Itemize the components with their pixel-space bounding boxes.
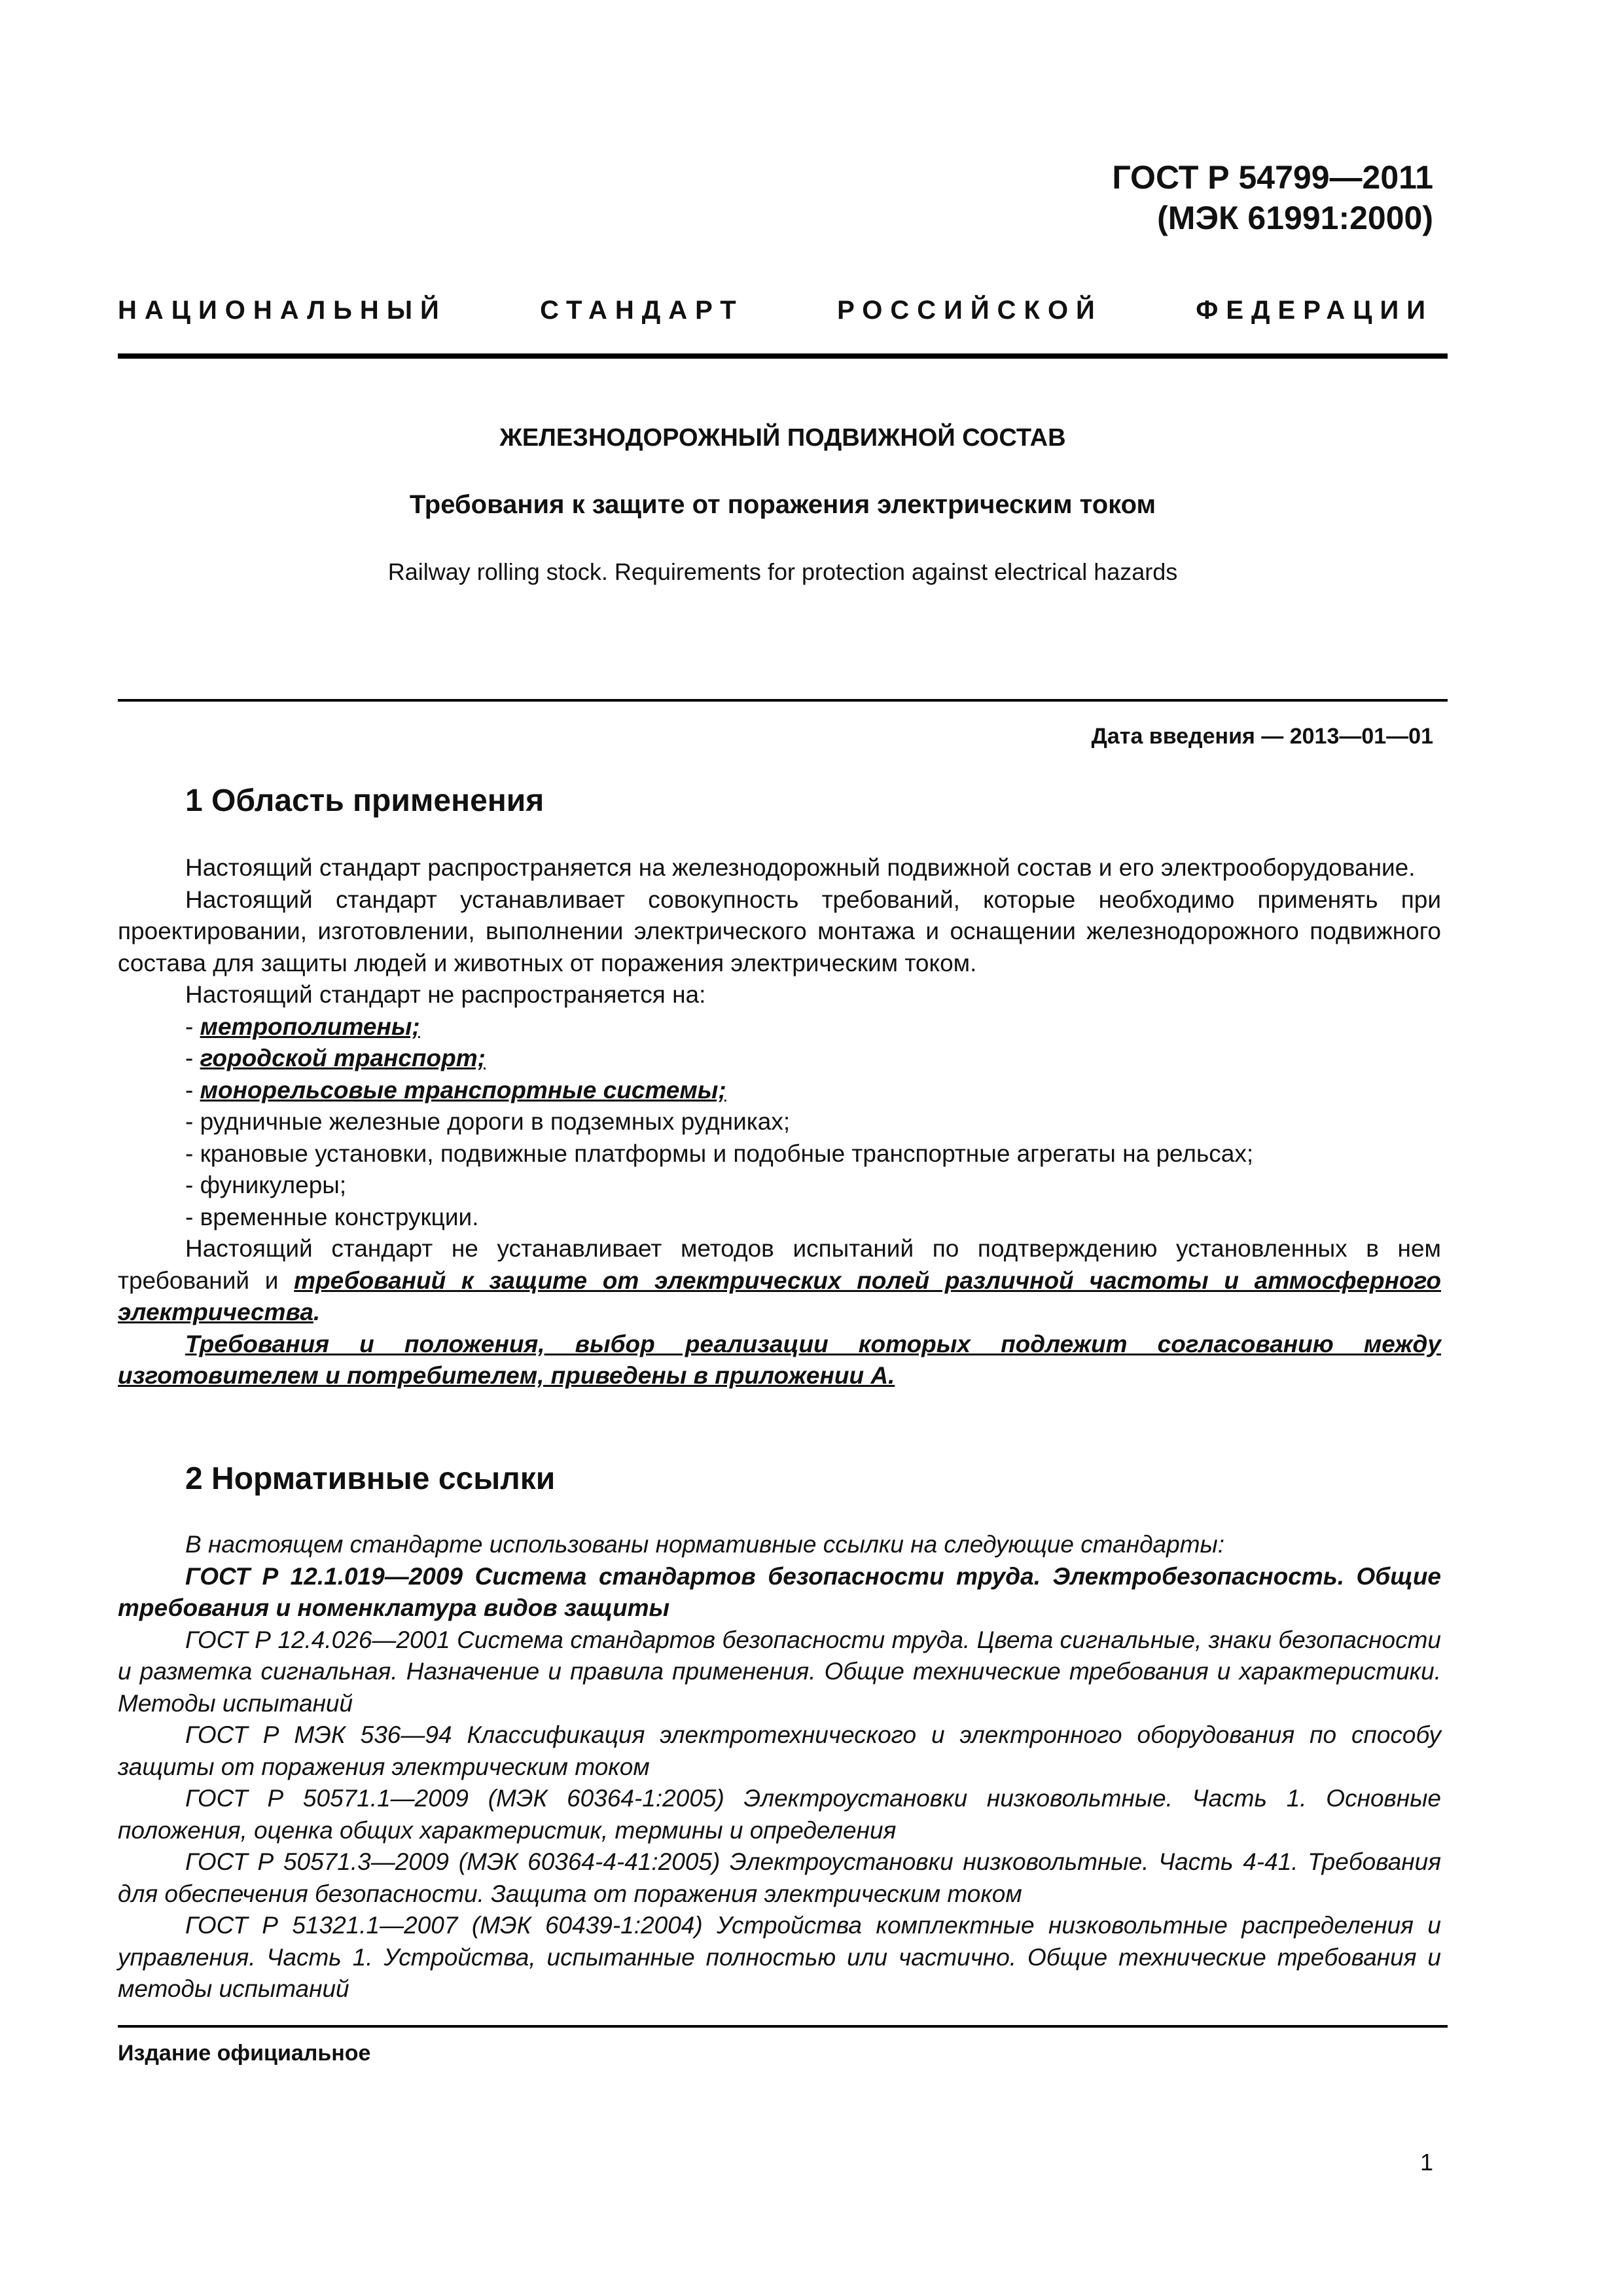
section-1-heading: 1 Область применения [185,783,544,818]
list-item: - временные конструкции. [185,1203,479,1230]
paragraph: Требования и положения, выбор реализации которых подлежит согласованию между изготовителем и потребителем, приведены в приложении А. [118,1330,1441,1389]
paragraph: Настоящий стандарт распространяется на железнодорожный подвижной состав и его электрооборудование. [185,854,1416,881]
national-standard-banner: НАЦИОНАЛЬНЫЙ СТАНДАРТ РОССИЙСКОЙ ФЕДЕРАЦИИ [118,296,1433,325]
section-2-body [118,1529,1441,2005]
standard-code: ГОСТ Р 54799—2011 [1112,159,1433,196]
page-number: 1 [1419,2149,1433,2176]
list-item: - метрополитены; [185,1013,420,1040]
reference-item: ГОСТ Р МЭК 536—94 Классификация электротехнического и электронного оборудования по способу защиты от поражения электрическим током [118,1721,1441,1780]
section-2-heading: 2 Нормативные ссылки [185,1462,556,1496]
list-item: - фуникулеры; [185,1172,347,1198]
section-1-body [118,852,1441,1392]
reference-item: ГОСТ Р 51321.1—2007 (МЭК 60439-1:2004) Устройства комплектные низковольтные распределения и управления. Часть 1. Устройства, испытанные полностью или частично. Общие технические требования и методы испытаний [118,1912,1441,2002]
reference-item: ГОСТ Р 50571.3—2009 (МЭК 60364-4-41:2005) Электроустановки низковольтные. Часть 4-41. Требования для обеспечения безопасности. Защита от поражения электрическим током [118,1848,1441,1907]
reference-item: ГОСТ Р 12.1.019—2009 Система стандартов безопасности труда. Электробезопасность. Общие требования и номенклатура видов защиты [118,1562,1441,1621]
paragraph: Настоящий стандарт устанавливает совокупность требований, которые необходимо применять при проектировании, изготовлении, выполнении электрического монтажа и оснащении железнодорожного подвижного состава для защиты людей и животных от поражения электрическим током. [118,886,1441,977]
reference-item: ГОСТ Р 50571.1—2009 (МЭК 60364-1:2005) Электроустановки низковольтные. Часть 1. Основные положения, оценка общих характеристик, термины и определения [118,1785,1441,1844]
list-item: - рудничные железные дороги в подземных рудниках; [185,1108,791,1135]
list-item: - крановые установки, подвижные платформы и подобные транспортные агрегаты на рельсах; [185,1139,1254,1167]
english-title: Railway rolling stock. Requirements for protection against electrical hazards [387,558,1178,585]
official-edition-label: Издание официальное [118,2041,371,2066]
title-rule [118,699,1448,702]
paragraph: В настоящем стандарте использованы нормативные ссылки на следующие стандарты: [185,1531,1225,1558]
iec-code: (МЭК 61991:2000) [1157,200,1433,236]
list-item: - монорельсовые транспортные системы; [185,1076,726,1103]
document-title: ЖЕЛЕЗНОДОРОЖНЫЙ ПОДВИЖНОЙ СОСТАВ [499,424,1066,452]
list-item: - городской транспорт; [185,1045,486,1071]
paragraph: Настоящий стандарт не устанавливает методов испытаний по подтверждению установленных в нем требований и требований к защите от электрических полей различной частоты и атмосферного электричества. [118,1235,1441,1325]
footer-rule [118,2025,1448,2028]
document-subtitle: Требования к защите от поражения электрическим током [409,490,1156,519]
introduction-date: Дата введения — 2013—01—01 [1091,724,1433,749]
paragraph: Настоящий стандарт не распространяется на: [185,981,706,1008]
reference-item: ГОСТ Р 12.4.026—2001 Система стандартов безопасности труда. Цвета сигнальные, знаки безопасности и разметка сигнальная. Назначение и правила применения. Общие технические требования и характеристики. Методы испытаний [118,1626,1441,1717]
header-rule [118,353,1448,359]
